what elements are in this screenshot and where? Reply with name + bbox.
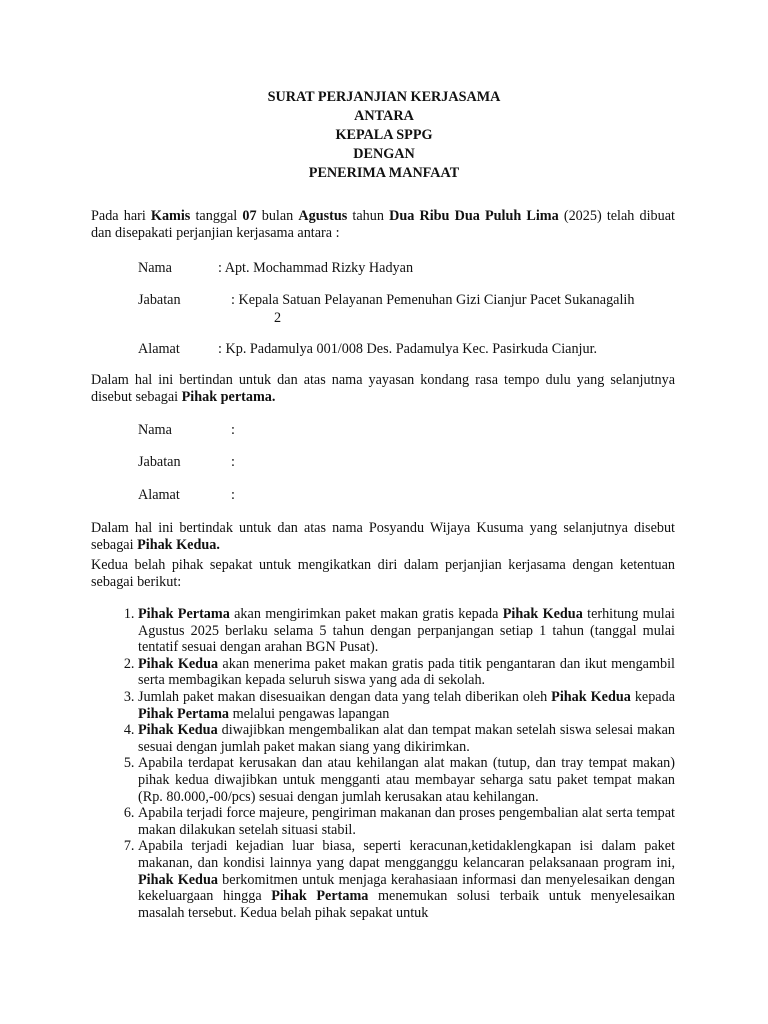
opening-month: Agustus <box>298 208 348 224</box>
party-name: Pihak Kedua <box>138 871 218 888</box>
opening-text: tahun <box>347 208 390 224</box>
party-name: Pihak Pertama <box>138 705 230 722</box>
field-label: Nama <box>138 260 172 276</box>
term-text: terhitung mulai Agustus 2025 berlaku selama 5 tahun dengan perpanjangan setiap 1 tahun (tanggal mulai tentatif sesuai dengan arahan BGN Pusat). <box>138 606 675 656</box>
opening-text: Pada hari <box>91 208 151 224</box>
party-name: Pihak Kedua <box>138 655 219 672</box>
term-text: kepada <box>630 688 675 705</box>
party-name: Pihak Pertama <box>271 888 369 905</box>
term-item <box>138 805 675 838</box>
term-text: akan menerima paket makan gratis pada titik pengantaran dan ikut mengambil serta membagikan kepada seluruh siswa yang ada di sekolah. <box>138 655 675 689</box>
term-text: Apabila terdapat kerusakan dan atau kehilangan alat makan (tutup, dan tray tempat makan) pihak kedua diwajibkan untuk mengganti atau membayar seharga satu paket tempat makan (Rp. 80.000,-00/pcs) sesuai dengan jumlah kerusakan atau kehilangan. <box>138 755 675 805</box>
term-text: Apabila terjadi kejadian luar biasa, seperti keracunan,ketidaklengkapan isi dalam paket makanan, dan kondisi lainnya yang dapat mengganggu kelancaran pelaksanaan program ini, <box>138 838 675 871</box>
term-text: Jumlah paket makan disesuaikan dengan data yang telah diberikan oleh <box>138 688 552 705</box>
title-line: DENGAN <box>353 146 415 162</box>
opening-paragraph <box>91 208 675 241</box>
agreement-intro: Kedua belah pihak sepakat untuk mengikatkan diri dalam perjanjian kerjasama dengan ketentuan sebagai berikut: <box>91 557 675 590</box>
term-text: menemukan solusi terbaik untuk menyelesaikan masalah tersebut. Kedua belah pihak sepakat untuk <box>138 888 675 921</box>
term-item <box>138 606 675 656</box>
party-name: Pihak Kedua <box>138 722 218 739</box>
term-item <box>138 689 675 722</box>
term-text: melalui pengawas lapangan <box>229 705 390 722</box>
statement-text: Dalam hal ini bertindak untuk dan atas nama Posyandu Wijaya Kusuma yang selanjutnya disebut sebagai <box>91 520 675 553</box>
term-item <box>138 755 675 805</box>
field-label: Jabatan <box>138 292 181 308</box>
term-text: berkomitmen untuk menjaga kerahasiaan informasi dan menyelesaikan dengan kekeluargaan hingga <box>138 871 675 905</box>
party-name: Pihak Kedua <box>502 606 583 622</box>
field-value: : Kepala Satuan Pelayanan Pemenuhan Gizi Cianjur Pacet Sukanagalih <box>231 292 635 308</box>
party2-statement <box>91 520 675 553</box>
term-item <box>138 722 675 755</box>
title-line: KEPALA SPPG <box>335 127 433 143</box>
opening-date: 07 <box>242 208 257 224</box>
opening-day: Kamis <box>150 208 191 224</box>
party-name: Pihak Pertama <box>138 606 230 622</box>
field-label: Alamat <box>138 341 180 357</box>
field-label: Alamat <box>138 487 180 503</box>
field-value: : Kp. Padamulya 001/008 Des. Padamulya Kec. Pasirkuda Cianjur. <box>218 341 598 357</box>
opening-text: (2025) telah dibuat dan disepakati perjanjian kerjasama antara : <box>91 208 675 241</box>
opening-year-words: Dua Ribu Dua Puluh Lima <box>389 208 559 224</box>
party-name: Pihak Kedua <box>551 688 631 705</box>
field-label: Nama <box>138 422 172 438</box>
field-value: : <box>231 487 235 503</box>
party1-designation: Pihak pertama. <box>181 388 276 405</box>
term-item <box>138 656 675 689</box>
field-label: Jabatan <box>138 454 181 470</box>
party2-designation: Pihak Kedua. <box>137 536 220 553</box>
opening-text: tanggal <box>190 208 243 224</box>
title-line: ANTARA <box>354 108 414 124</box>
field-value: : <box>231 422 235 438</box>
term-text: akan mengirimkan paket makan gratis kepada <box>229 606 503 622</box>
term-item <box>138 838 675 921</box>
party1-statement <box>91 372 675 405</box>
term-text: diwajibkan mengembalikan alat dan tempat makan setelah siswa selesai makan sesuai dengan jumlah paket makan siang yang dikirimkan. <box>138 722 675 755</box>
title-line: PENERIMA MANFAAT <box>308 165 460 181</box>
field-value: : Apt. Mochammad Rizky Hadyan <box>218 260 414 276</box>
statement-text: Dalam hal ini bertindan untuk dan atas nama yayasan kondang rasa tempo dulu yang selanjutnya disebut sebagai <box>91 372 675 405</box>
field-value: : <box>231 454 235 470</box>
field-value-continuation: 2 <box>274 310 282 326</box>
opening-text: bulan <box>256 208 299 224</box>
term-text: Apabila terjadi force majeure, pengiriman makanan dan proses pengembalian alat serta tempat makan dilakukan setelah situasi stabil. <box>138 805 675 838</box>
terms-list <box>91 606 675 921</box>
document-title <box>0 88 768 183</box>
title-line: SURAT PERJANJIAN KERJASAMA <box>267 89 501 105</box>
